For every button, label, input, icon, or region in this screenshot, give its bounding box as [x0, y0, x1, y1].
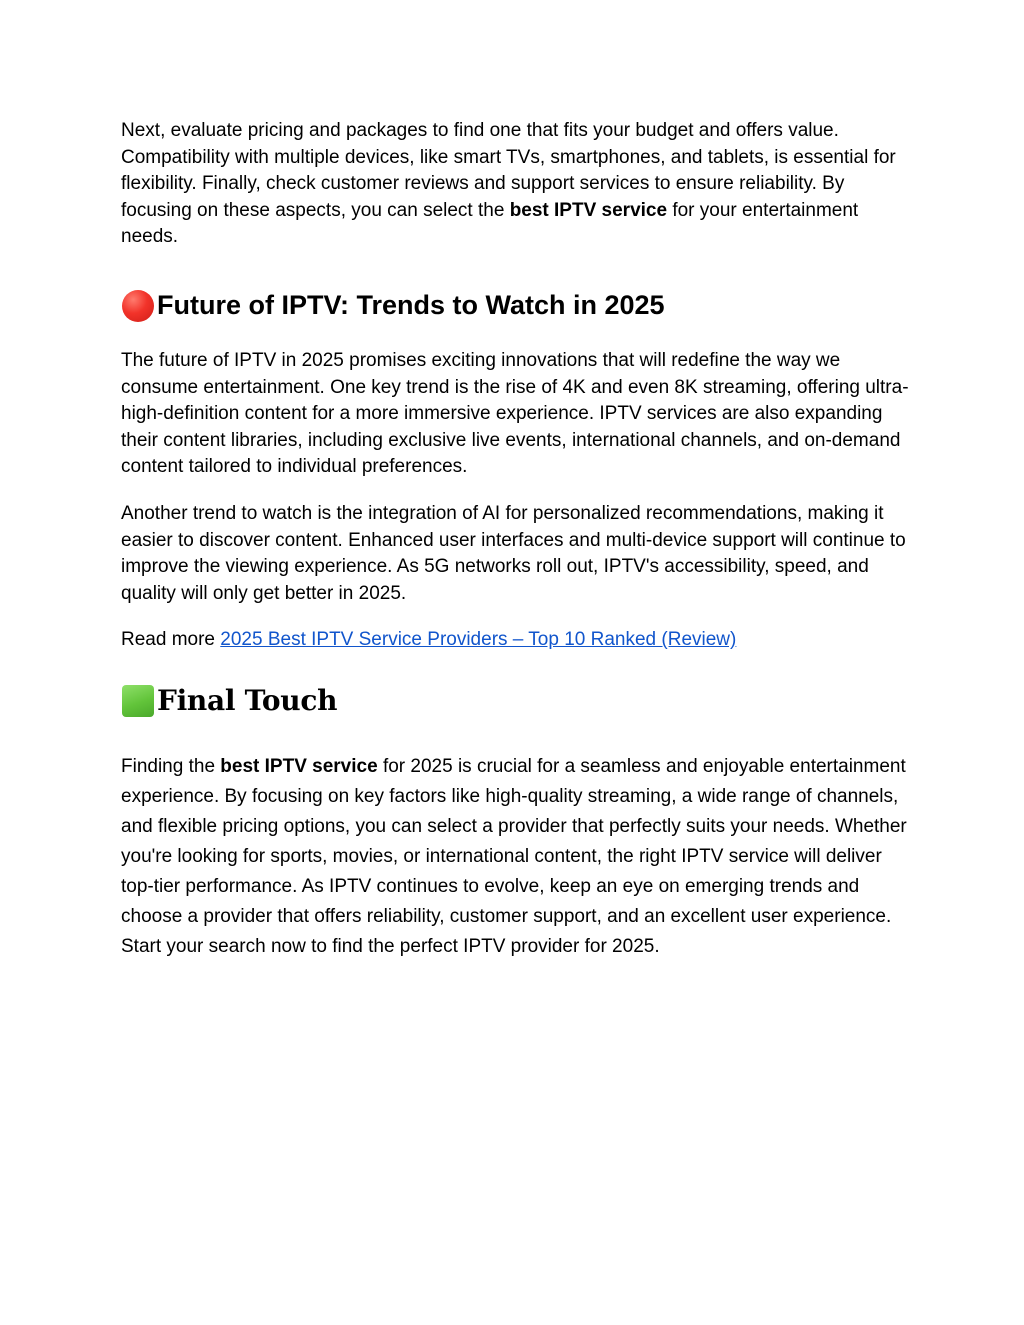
intro-text-end: for your entertainment needs.	[121, 199, 859, 248]
read-more-line	[121, 627, 911, 654]
green-square-icon	[121, 684, 155, 718]
final-heading-text: Final Touch	[157, 684, 338, 718]
final-text-end: for 2025 is crucial for a seamless and enjoyable entertainment experience. By focusing on key factors like high-quality streaming, a wide range of channels, and flexible pricing options, you can select a provider that perfectly suits your needs. Whether you're looking for sports, movies, or international content, the right IPTV service will deliver top-tier performance. As IPTV continues to evolve, keep an eye on emerging trends and choose a provider that offers reliability, customer support, and an excellent user experience. Start your search now to find the perfect IPTV provider for 2025.	[121, 755, 907, 957]
future-paragraph-1: The future of IPTV in 2025 promises exciting innovations that will redefine the way we consume entertainment. One key trend is the rise of 4K and even 8K streaming, offering ultra-high-definition content for a more immersive experience. IPTV services are also expanding their content libraries, including exclusive live events, international channels, and on-demand content tailored to individual preferences.	[121, 349, 909, 478]
document-page	[121, 118, 911, 962]
future-paragraph-2: Another trend to watch is the integration of AI for personalized recommendations, making it easier to discover content. Enhanced user interfaces and multi-device support will continue to improve the viewing experience. As 5G networks roll out, IPTV's accessibility, speed, and quality will only get better in 2025.	[121, 502, 906, 604]
future-heading-text: Future of IPTV: Trends to Watch in 2025	[157, 290, 665, 321]
final-heading	[121, 672, 911, 730]
red-circle-icon	[121, 289, 155, 323]
read-more-link[interactable]: 2025 Best IPTV Service Providers – Top 10 Ranked (Review)	[220, 629, 737, 651]
future-heading	[121, 278, 911, 334]
final-bold-text: best IPTV service	[220, 755, 378, 777]
intro-paragraph	[121, 118, 911, 251]
intro-bold-text: best IPTV service	[509, 199, 668, 221]
read-more-prefix: Read more	[121, 629, 221, 651]
final-paragraph	[121, 752, 911, 962]
final-text: Finding the	[121, 755, 221, 777]
intro-text: Next, evaluate pricing and packages to find one that fits your budget and offers value. Compatibility with multiple devices, like smart TVs, smartphones, and tablets, is essential for flexibility. Finally, check customer reviews and support services to ensure reliability. By focusing on these aspects, you can select the	[121, 120, 896, 221]
